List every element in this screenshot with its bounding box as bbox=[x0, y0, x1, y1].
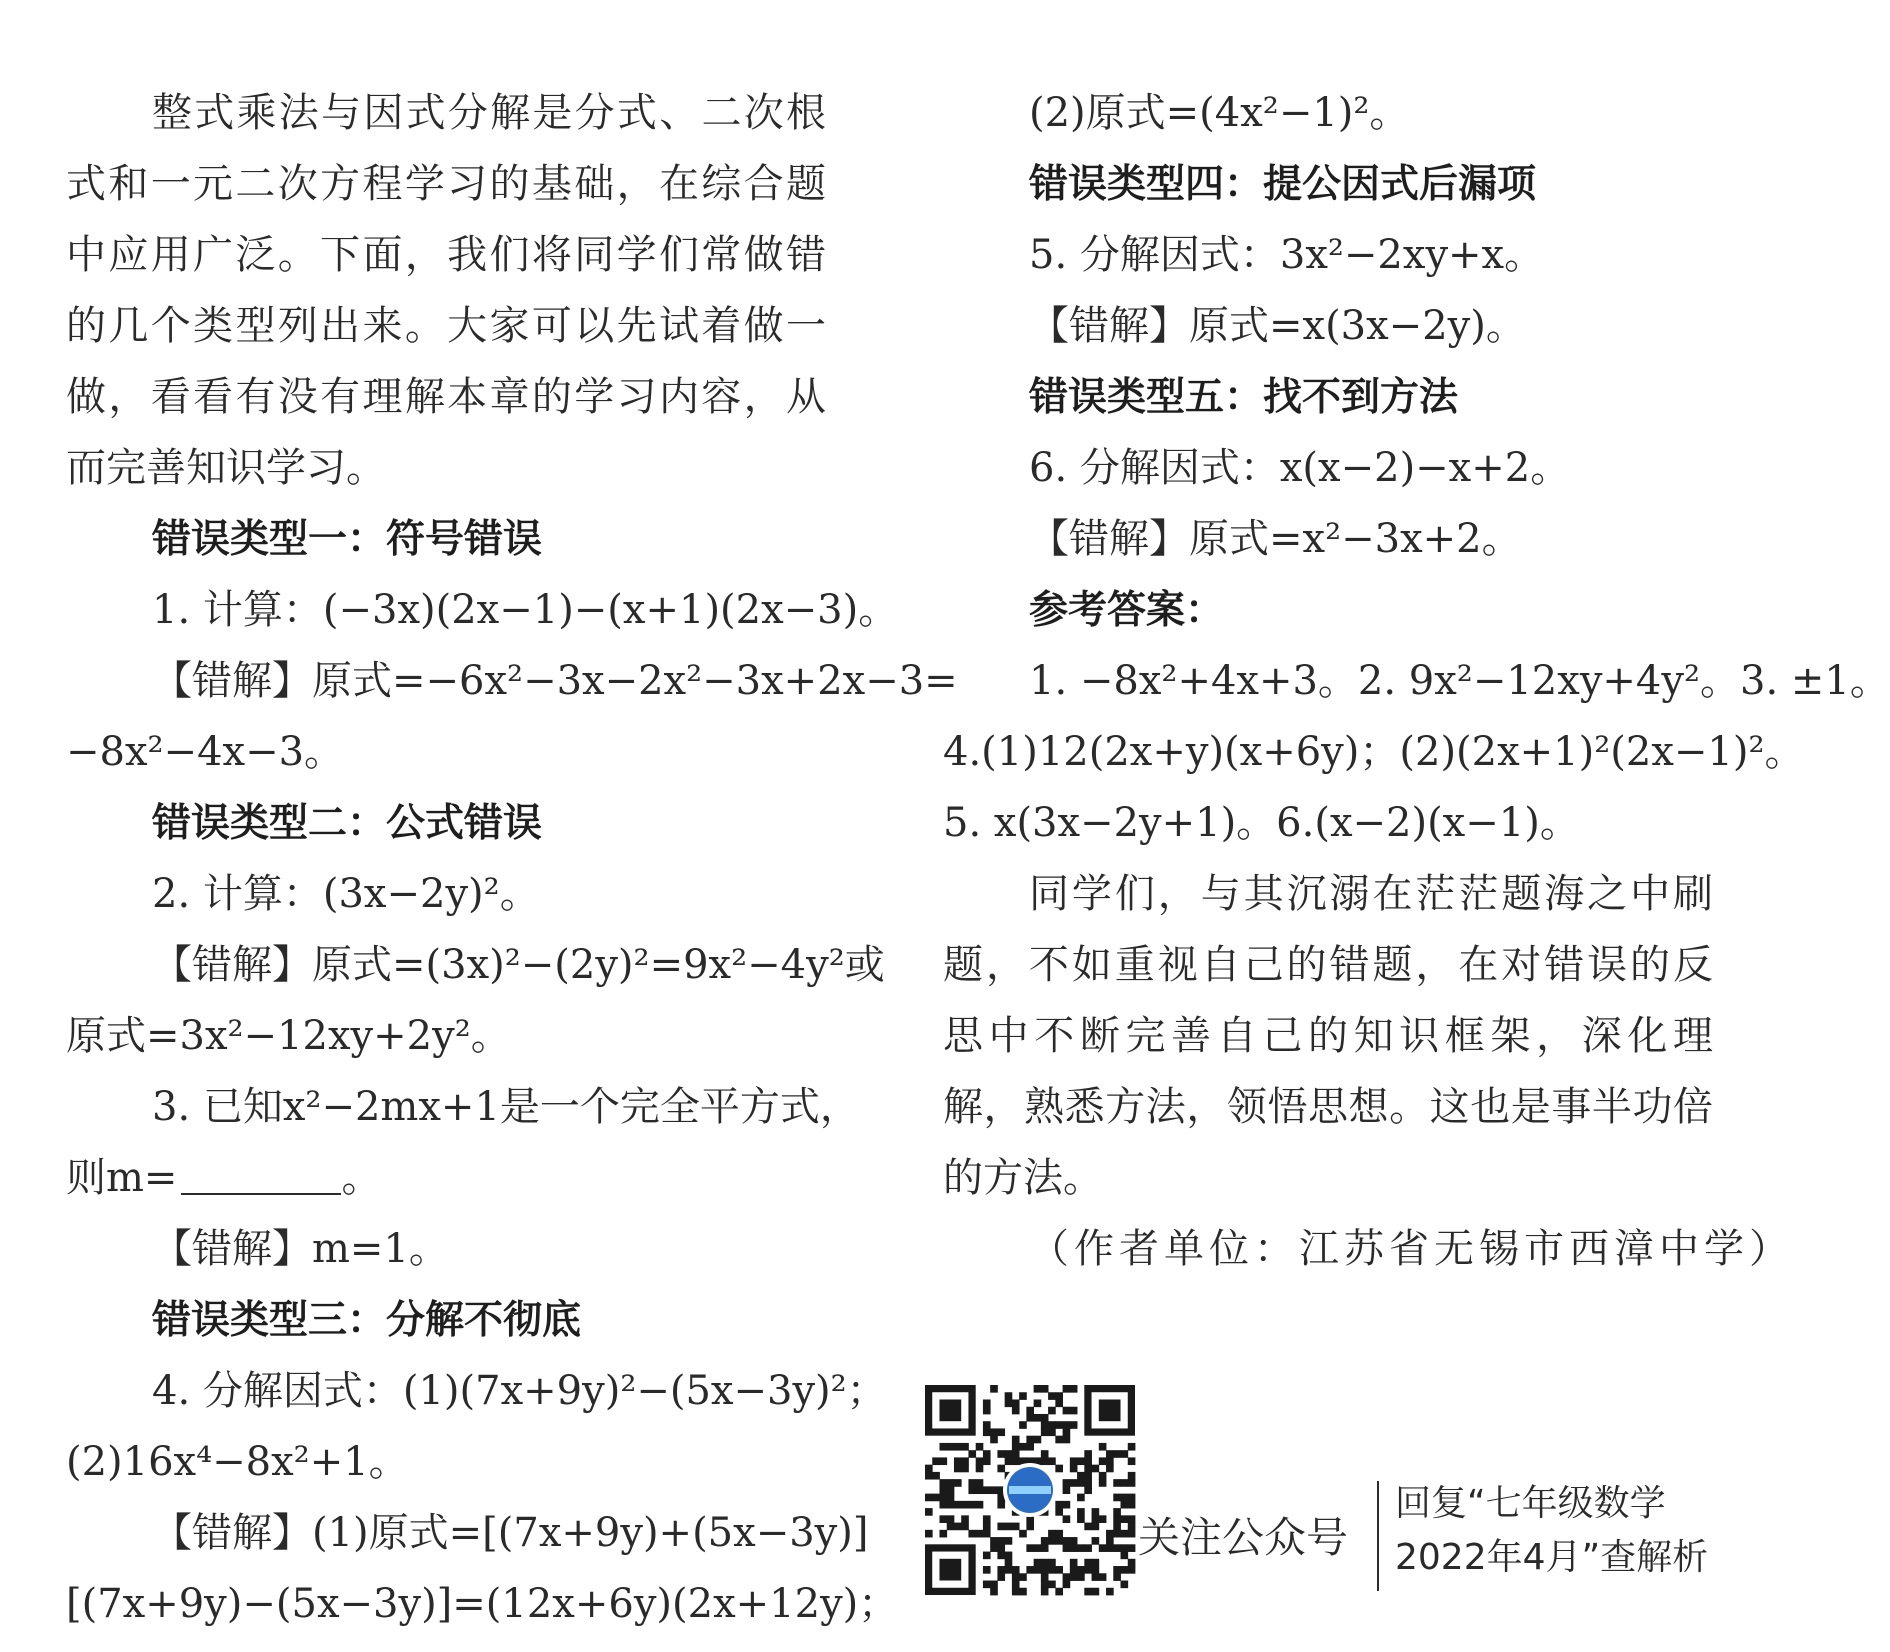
text-line bbox=[66, 1001, 826, 1072]
text-line bbox=[943, 1143, 1713, 1214]
reply-line-1: 回复“七年级数学 bbox=[1395, 1483, 1666, 1524]
text-line bbox=[66, 78, 826, 149]
section-heading bbox=[943, 575, 1713, 646]
follow-account-text: 关注公众号 bbox=[1138, 1513, 1349, 1562]
line-text: 参考答案： bbox=[1029, 588, 1225, 633]
text-line bbox=[66, 291, 826, 362]
text-line bbox=[943, 717, 1805, 788]
text-line bbox=[943, 433, 1713, 504]
text-line bbox=[66, 149, 826, 220]
text-line bbox=[66, 717, 826, 788]
section-heading bbox=[66, 788, 826, 859]
text-line bbox=[66, 220, 826, 291]
text-line bbox=[66, 1356, 887, 1427]
text-line bbox=[943, 1072, 1713, 1143]
line-text: 做，看看有没有理解本章的学习内容，从 bbox=[66, 374, 826, 420]
answer-blank bbox=[181, 1159, 341, 1195]
divider bbox=[1377, 1481, 1379, 1591]
line-text: 【错解】原式=x(3x−2y)。 bbox=[1029, 303, 1526, 349]
text-line bbox=[943, 859, 1713, 930]
line-text: 5. x(3x−2y+1)。6.(x−2)(x−1)。 bbox=[943, 800, 1580, 846]
line-text: 【错解】原式=x²−3x+2。 bbox=[1029, 516, 1522, 562]
line-text: 2. 计算：(3x−2y)²。 bbox=[152, 871, 540, 917]
line-text: 错误类型二：公式错误 bbox=[152, 801, 543, 846]
line-text: 的几个类型列出来。大家可以先试着做一 bbox=[66, 303, 826, 349]
line-text: 1. 计算：(−3x)(2x−1)−(x+1)(2x−3)。 bbox=[152, 587, 899, 633]
author-affiliation bbox=[943, 1214, 1794, 1285]
text-line bbox=[943, 291, 1713, 362]
line-text: 解，熟悉方法，领悟思想。这也是事半功倍 bbox=[943, 1084, 1713, 1130]
line-text: 【错解】m=1。 bbox=[152, 1226, 449, 1272]
text-line bbox=[943, 646, 1890, 717]
text-line bbox=[943, 220, 1713, 291]
section-heading bbox=[66, 1285, 826, 1356]
line-text: 3. 已知x²−2mx+1是一个完全平方式， bbox=[152, 1084, 860, 1130]
line-text: 题，不如重视自己的错题，在对错误的反 bbox=[943, 942, 1713, 988]
line-text: 同学们，与其沉溺在茫茫题海之中刷 bbox=[1029, 871, 1713, 917]
line-text: 错误类型四：提公因式后漏项 bbox=[1029, 162, 1537, 207]
line-text: 中应用广泛。下面，我们将同学们常做错 bbox=[66, 232, 826, 278]
text-line bbox=[66, 1143, 826, 1214]
line-text: 4. 分解因式：(1)(7x+9y)²−(5x−3y)²； bbox=[152, 1368, 887, 1414]
line-text: 则m= bbox=[66, 1155, 178, 1201]
text-line bbox=[66, 1072, 860, 1143]
text-line bbox=[943, 930, 1713, 1001]
line-text: （作者单位：江苏省无锡市西漳中学） bbox=[1029, 1226, 1794, 1272]
qr-code-icon bbox=[925, 1385, 1135, 1595]
line-text: 4.(1)12(2x+y)(x+6y)；(2)(2x+1)²(2x−1)²。 bbox=[943, 729, 1805, 775]
line-text: 式和一元二次方程学习的基础，在综合题 bbox=[66, 161, 826, 207]
line-text: (2)16x⁴−8x²+1。 bbox=[66, 1439, 409, 1485]
text-line bbox=[66, 1569, 899, 1640]
line-text: 错误类型五：找不到方法 bbox=[1029, 375, 1459, 420]
line-text: 原式=3x²−12xy+2y²。 bbox=[66, 1013, 511, 1059]
line-text: 错误类型三：分解不彻底 bbox=[152, 1298, 582, 1343]
line-text: 错误类型一：符号错误 bbox=[152, 517, 543, 562]
line-text: 5. 分解因式：3x²−2xy+x。 bbox=[1029, 232, 1545, 278]
text-line bbox=[943, 788, 1713, 859]
line-text: [(7x+9y)−(5x−3y)]=(12x+6y)(2x+12y)； bbox=[66, 1581, 899, 1627]
line-text: −8x²−4x−3。 bbox=[66, 729, 345, 775]
line-text: 【错解】原式=(3x)²−(2y)²=9x²−4y²或 bbox=[152, 942, 885, 988]
line-text: 而完善知识学习。 bbox=[66, 445, 386, 491]
right-column bbox=[943, 78, 1890, 1285]
footer bbox=[925, 1385, 1725, 1600]
text-line bbox=[66, 930, 885, 1001]
line-text: 思中不断完善自己的知识框架，深化理 bbox=[943, 1013, 1713, 1059]
reply-instructions bbox=[1395, 1477, 1708, 1585]
text-line bbox=[943, 1001, 1713, 1072]
text-line bbox=[66, 1498, 869, 1569]
text-line bbox=[943, 78, 1713, 149]
section-heading bbox=[943, 362, 1713, 433]
line-text: (2)原式=(4x²−1)²。 bbox=[1029, 90, 1410, 136]
section-heading bbox=[66, 504, 826, 575]
left-column bbox=[66, 78, 958, 1640]
text-line bbox=[66, 433, 826, 504]
line-text: 【错解】(1)原式=[(7x+9y)+(5x−3y)] bbox=[152, 1510, 869, 1556]
line-text: 的方法。 bbox=[943, 1155, 1103, 1201]
section-heading bbox=[943, 149, 1713, 220]
text-line bbox=[66, 1427, 826, 1498]
text-line bbox=[66, 859, 826, 930]
text-line bbox=[943, 504, 1713, 575]
line-text: 整式乘法与因式分解是分式、二次根 bbox=[152, 90, 826, 136]
text-line bbox=[66, 646, 958, 717]
text-line bbox=[66, 1214, 826, 1285]
text-line bbox=[66, 362, 826, 433]
line-text: 【错解】原式=−6x²−3x−2x²−3x+2x−3= bbox=[152, 658, 958, 704]
line-text: 1. −8x²+4x+3。2. 9x²−12xy+4y²。3. ±1。 bbox=[1029, 658, 1890, 704]
line-text: 6. 分解因式：x(x−2)−x+2。 bbox=[1029, 445, 1571, 491]
text-line bbox=[66, 575, 899, 646]
line-punct: 。 bbox=[341, 1155, 382, 1201]
reply-line-2: 2022年4月”查解析 bbox=[1395, 1537, 1709, 1578]
